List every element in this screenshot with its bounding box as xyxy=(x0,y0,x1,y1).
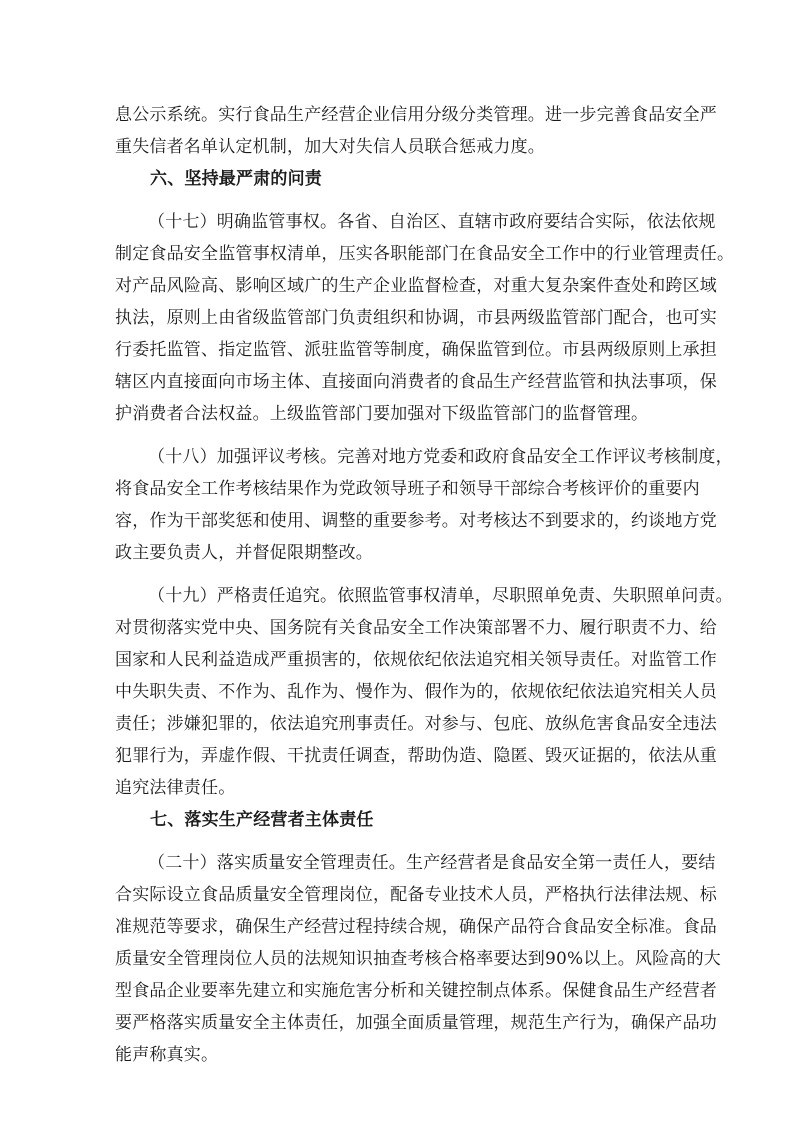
paragraph-line: 护消费者合法权益。上级监管部门要加强对下级监管部门的监督管理。 xyxy=(115,404,649,424)
paragraph-line: 辖区内直接面向市场主体、直接面向消费者的食品生产经营监管和执法事项，保 xyxy=(115,372,717,392)
paragraph-line: （十九）严格责任追究。依照监管事权清单，尽职照单免责、失职照单问责。 xyxy=(148,586,733,606)
paragraph-line: 将食品安全工作考核结果作为党政领导班子和领导干部综合考核评价的重要内 xyxy=(115,479,700,499)
paragraph-line: 合实际设立食品质量安全管理岗位，配备专业技术人员，严格执行法律法规、标 xyxy=(115,885,717,905)
paragraph-line: 制定食品安全监管事权清单，压实各职能部门在食品安全工作中的行业管理责任。 xyxy=(115,244,735,264)
paragraph-line: 国家和人民利益造成严重损害的，依规依纪依法追究相关领导责任。对监管工作 xyxy=(115,650,717,670)
paragraph-line: 能声称真实。 xyxy=(115,1045,219,1065)
paragraph-line: 责任；涉嫌犯罪的，依法追究刑事责任。对参与、包庇、放纵危害食品安全违法 xyxy=(115,714,717,734)
paragraph-line: 对贯彻落实党中央、国务院有关食品安全工作决策部署不力、履行职责不力、给 xyxy=(115,618,717,638)
paragraph-line: 息公示系统。实行食品生产经营企业信用分级分类管理。进一步完善食品安全严 xyxy=(115,105,717,125)
paragraph-line: （十八）加强评议考核。完善对地方党委和政府食品安全工作评议考核制度， xyxy=(148,447,733,467)
paragraph-line: 政主要负责人，并督促限期整改。 xyxy=(115,543,373,563)
paragraph-line: 重失信者名单认定机制，加大对失信人员联合惩戒力度。 xyxy=(115,137,545,157)
paragraph-line: 执法，原则上由省级监管部门负责组织和协调，市县两级监管部门配合，也可实 xyxy=(115,308,717,328)
paragraph-line: 准规范等要求，确保生产经营过程持续合规，确保产品符合食品安全标准。食品 xyxy=(115,917,717,937)
paragraph-line: 容，作为干部奖惩和使用、调整的重要参考。对考核达不到要求的，约谈地方党 xyxy=(115,511,717,531)
paragraph-line: （二十）落实质量安全管理责任。生产经营者是食品安全第一责任人，要结 xyxy=(148,853,716,873)
paragraph-line: 犯罪行为，弄虚作假、干扰责任调查，帮助伪造、隐匿、毁灭证据的，依法从重 xyxy=(115,746,717,766)
paragraph-line: 中失职失责、不作为、乱作为、慢作为、假作为的，依规依纪依法追究相关人员 xyxy=(115,682,717,702)
paragraph-line: 型食品企业要率先建立和实施危害分析和关键控制点体系。保健食品生产经营者 xyxy=(115,981,717,1001)
section-heading-7: 七、落实生产经营者主体责任 xyxy=(150,810,374,830)
paragraph-line: 行委托监管、指定监管、派驻监管等制度，确保监管到位。市县两级原则上承担 xyxy=(115,340,717,360)
section-heading-6: 六、坚持最严肃的问责 xyxy=(150,169,322,189)
paragraph-line: 对产品风险高、影响区域广的生产企业监督检查，对重大复杂案件查处和跨区域 xyxy=(115,276,717,296)
paragraph-line: 要严格落实质量安全主体责任，加强全面质量管理，规范生产行为，确保产品功 xyxy=(115,1013,717,1033)
paragraph-line: 质量安全管理岗位人员的法规知识抽查考核合格率要达到90%以上。风险高的大 xyxy=(115,949,721,969)
paragraph-line: 追究法律责任。 xyxy=(115,778,236,798)
paragraph-line: （十七）明确监管事权。各省、自治区、直辖市政府要结合实际，依法依规 xyxy=(148,212,716,232)
